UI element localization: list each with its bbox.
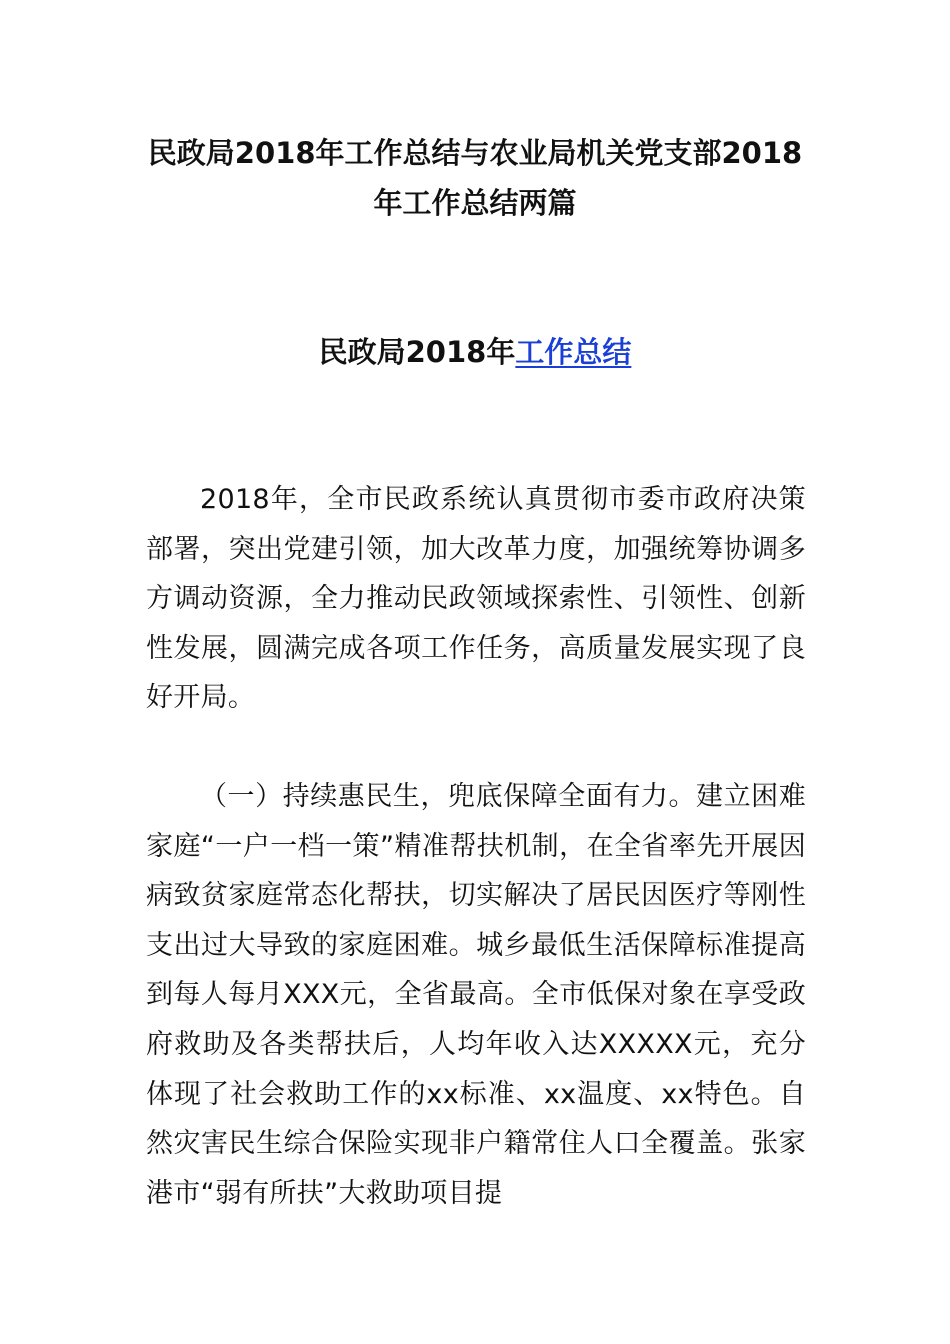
document-title	[140, 128, 810, 228]
section-title-prefix: 民政局2018年	[318, 335, 516, 369]
document-title-line-1: 民政局2018年工作总结与农业局机关党支部2018	[147, 136, 803, 170]
section-title-link[interactable]: 工作总结	[515, 335, 632, 369]
document-title-line-2: 年工作总结两篇	[373, 186, 577, 220]
section-title	[140, 330, 810, 374]
body-paragraph-section-1: （一）持续惠民生，兜底保障全面有力。建立困难家庭“一户一档一策”精准帮扶机制，在全省率先开展因病致贫家庭常态化帮扶，切实解决了居民因医疗等刚性支出过大导致的家庭困难。城乡最低生活保障标准提高到每人每月XXX元，全省最高。全市低保对象在享受政府救助及各类帮扶后，人均年收入达XXXXX元，充分体现了社会救助工作的xx标准、xx温度、xx特色。自然灾害民生综合保险实现非户籍常住人口全覆盖。张家港市“弱有所扶”大救助项目提	[146, 781, 806, 1209]
body-paragraph-intro: 2018年，全市民政系统认真贯彻市委市政府决策部署，突出党建引领，加大改革力度，加强统筹协调多方调动资源，全力推动民政领域探索性、引领性、创新性发展，圆满完成各项工作任务，高质量发展实现了良好开局。	[146, 484, 806, 714]
